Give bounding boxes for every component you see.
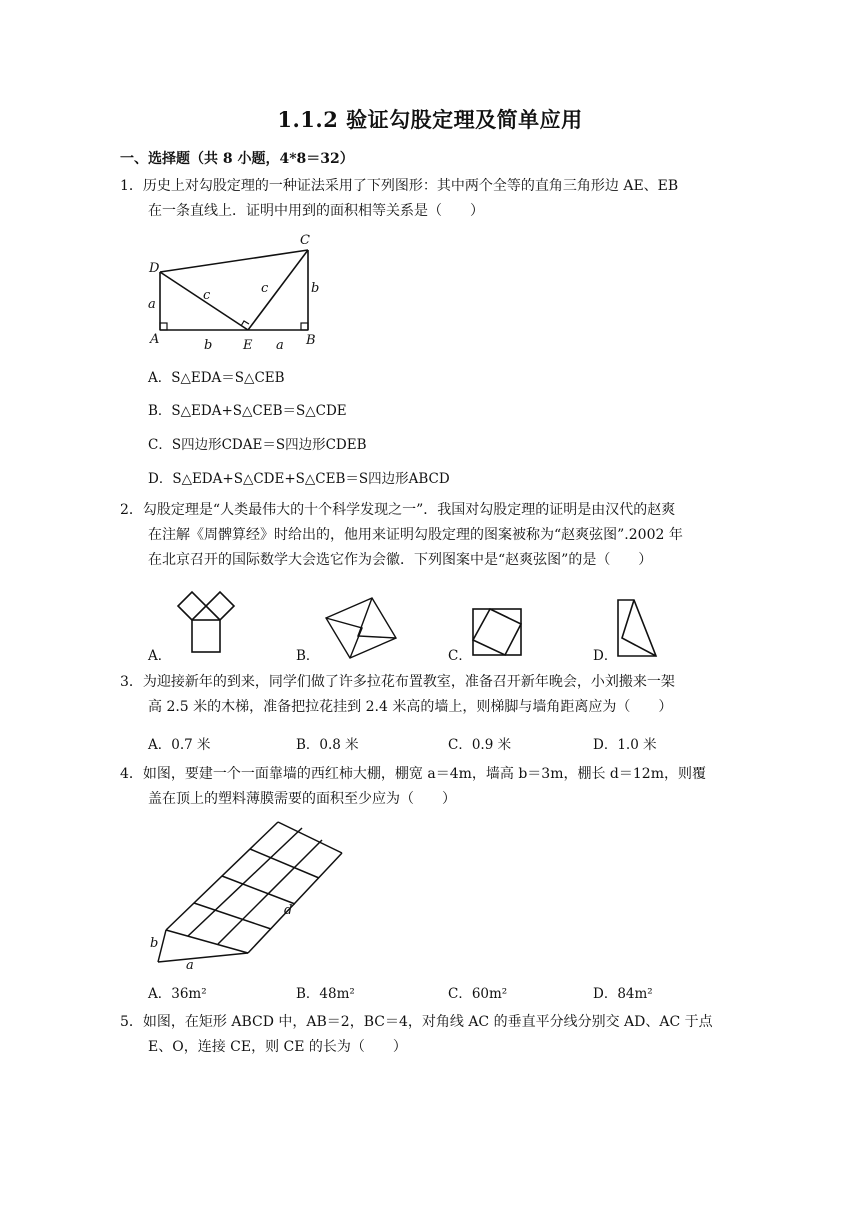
question-4-line-1: 4．如图，要建一个一面靠墙的西红柿大棚，棚宽 a＝4m，墙高 b＝3m，棚长 d＝12m，则覆 bbox=[120, 766, 706, 782]
q1-label-a-bottom: a bbox=[276, 338, 284, 353]
q1-label-b-right: b bbox=[311, 281, 320, 296]
q1-label-c: C bbox=[300, 233, 310, 248]
question-2-text bbox=[120, 498, 740, 573]
q2-option-b[interactable]: B． bbox=[296, 648, 320, 664]
q3-option-d[interactable]: D．1.0 米 bbox=[593, 737, 657, 753]
q2-figure-c bbox=[470, 606, 526, 658]
q4-option-d[interactable]: D．84m² bbox=[593, 986, 653, 1002]
q1-option-a[interactable]: A．S△EDA＝S△CEB bbox=[148, 370, 285, 386]
q1-option-b[interactable]: B．S△EDA+S△CEB＝S△CDE bbox=[148, 403, 347, 419]
question-2-line-1: 2．勾股定理是“人类最伟大的十个科学发现之一”．我国对勾股定理的证明是由汉代的赵爽 bbox=[120, 502, 676, 518]
q4-label-d: d bbox=[284, 903, 293, 918]
q4-option-c[interactable]: C．60m² bbox=[448, 986, 508, 1002]
q2-figure-b bbox=[322, 596, 400, 662]
q3-option-a[interactable]: A．0.7 米 bbox=[148, 737, 211, 753]
question-1-text bbox=[120, 174, 740, 224]
q1-label-b-point: B bbox=[306, 333, 316, 348]
q3-option-b[interactable]: B．0.8 米 bbox=[296, 737, 359, 753]
q1-label-a-point: A bbox=[150, 332, 160, 347]
question-2-line-2: 在注解《周髀算经》时给出的，他用来证明勾股定理的图案被称为“赵爽弦图”.2002 年 bbox=[148, 527, 683, 543]
question-5-text bbox=[120, 1010, 740, 1060]
question-3-line-1: 3．为迎接新年的到来，同学们做了许多拉花布置教室，准备召开新年晚会，小刘搬来一架 bbox=[120, 674, 675, 690]
q4-label-a: a bbox=[186, 958, 194, 972]
question-5-line-1: 5．如图，在矩形 ABCD 中，AB＝2，BC＝4，对角线 AC 的垂直平分线分别交 AD、AC 于点 bbox=[120, 1014, 713, 1030]
q2-option-d[interactable]: D． bbox=[593, 648, 618, 664]
q1-label-d: D bbox=[149, 261, 160, 276]
q4-option-a[interactable]: A．36m² bbox=[148, 986, 207, 1002]
section-heading: 一、选择题（共 8 小题，4*8＝32） bbox=[120, 151, 354, 167]
q1-label-c-hyp1: c bbox=[203, 288, 211, 303]
question-4-text bbox=[120, 762, 740, 812]
question-1-figure bbox=[140, 228, 330, 356]
q1-option-c[interactable]: C．S四边形CDAE＝S四边形CDEB bbox=[148, 437, 367, 453]
q3-option-c[interactable]: C．0.9 米 bbox=[448, 737, 512, 753]
question-1-line-1: 1．历史上对勾股定理的一种证法采用了下列图形：其中两个全等的直角三角形边 AE、EB bbox=[120, 178, 679, 194]
q2-figure-d bbox=[612, 596, 662, 660]
question-1-line-2: 在一条直线上．证明中用到的面积相等关系是（ ） bbox=[148, 203, 484, 219]
q1-label-a-left: a bbox=[148, 297, 156, 312]
q2-option-c[interactable]: C． bbox=[448, 648, 472, 664]
q1-label-e: E bbox=[243, 338, 253, 353]
q2-option-a[interactable]: A． bbox=[148, 648, 172, 664]
q4-label-b: b bbox=[150, 936, 159, 951]
q2-figure-a bbox=[172, 590, 242, 658]
question-4-line-2: 盖在顶上的塑料薄膜需要的面积至少应为（ ） bbox=[148, 791, 456, 807]
q4-option-b[interactable]: B．48m² bbox=[296, 986, 355, 1002]
q1-option-d[interactable]: D．S△EDA+S△CDE+S△CEB＝S四边形ABCD bbox=[148, 471, 450, 487]
question-3-text bbox=[120, 670, 740, 720]
question-5-line-2: E、O，连接 CE，则 CE 的长为（ ） bbox=[148, 1039, 407, 1055]
question-3-line-2: 高 2.5 米的木梯，准备把拉花挂到 2.4 米高的墙上，则梯脚与墙角距离应为（ ） bbox=[148, 699, 673, 715]
question-4-figure bbox=[144, 820, 348, 972]
q1-label-c-hyp2: c bbox=[261, 281, 269, 296]
page-title: 1.1.2 验证勾股定理及简单应用 bbox=[277, 107, 583, 132]
question-2-line-3: 在北京召开的国际数学大会选它作为会徽．下列图案中是“赵爽弦图”的是（ ） bbox=[148, 552, 653, 568]
q1-label-b-bottom: b bbox=[204, 338, 213, 353]
